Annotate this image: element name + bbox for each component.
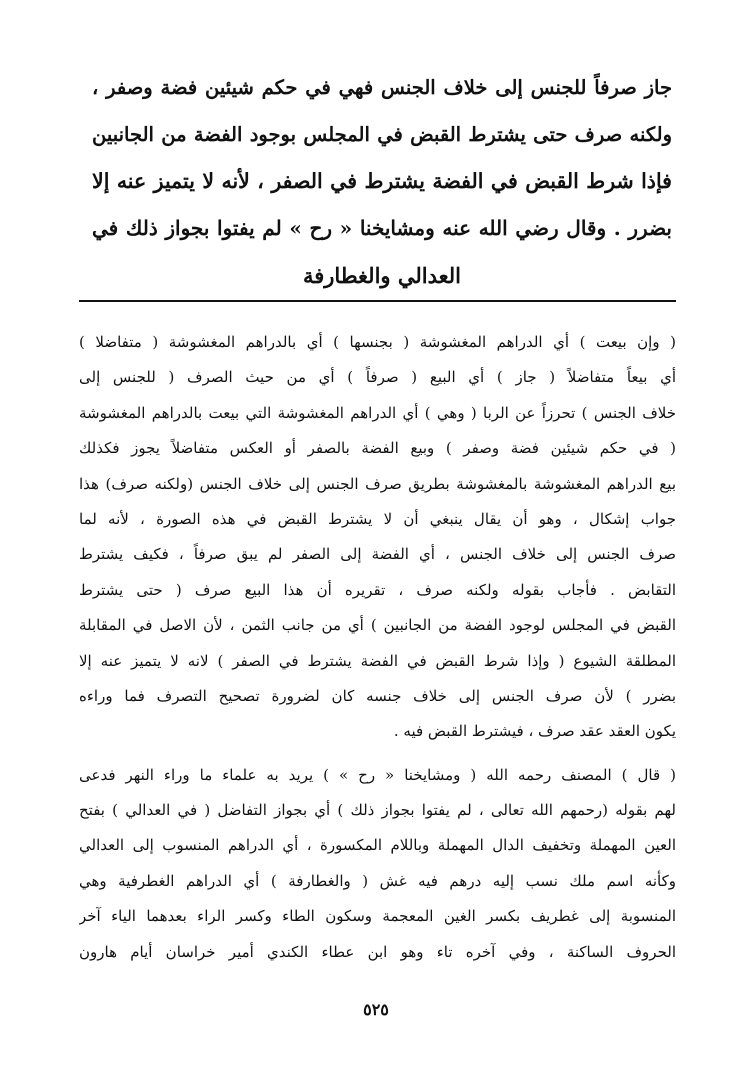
commentary-line: بضرر ) لأن صرف الجنس إلى خلاف جنسه كان لضرورة تصحيح التصرف فما وراءه	[79, 686, 676, 705]
commentary-line: المطلقة الشيوع ( وإذا شرط القبض في الفضة يشترط في الصفر ) لانه لا يتميز عنه إلا	[79, 651, 676, 670]
separator-rule	[79, 300, 676, 302]
commentary-line: بيع الدراهم المغشوشة بالمغشوشة بطريق صرف الجنس إلى خلاف الجنس (ولكنه صرف) هذا	[79, 474, 676, 493]
commentary-line: يكون العقد عقد صرف ، فيشترط القبض فيه .	[393, 722, 676, 741]
commentary-line: الحروف الساكنة ، وفي آخره تاء وهو ابن عطاء الكندي أمير خراسان أيام هارون	[79, 942, 676, 961]
matn-line: بضرر . وقال رضي الله عنه ومشايخنا « رح » لم يفتوا بجواز ذلك في	[92, 216, 672, 240]
commentary-line: العين المهملة وتخفيف الدال المهملة وباللام المكسورة ، أي الدراهم المنسوب إلى العدالي	[79, 836, 676, 855]
matn-line: جاز صرفاً للجنس إلى خلاف الجنس فهي في حكم شيئين فضة وصفر ،	[92, 76, 672, 99]
commentary-line: ( في حكم شيئين فضة وصفر ) وبيع الفضة بالصفر أو العكس متفاضلاً يجوز فكذلك	[79, 439, 676, 458]
page-number: ٥٢٥	[363, 1000, 389, 1019]
commentary-line: جواب إشكال ، وهو أن يقال ينبغي أن لا يشترط القبض في هذه الصورة ، لأنه لما	[79, 509, 676, 528]
commentary-line: المنسوبة إلى غطريف بكسر الغين المعجمة وسكون الطاء وكسر الراء بعدهما الياء آخر	[79, 907, 676, 926]
matn-text	[92, 64, 672, 299]
commentary-line: وكأنه اسم ملك نسب إليه درهم فيه غش ( والغطارفة ) أي الدراهم الغطرفية وهي	[79, 871, 676, 890]
commentary-line: خلاف الجنس ) تحرزاً عن الربا ( وهي ) أي الدراهم المغشوشة التي بيعت بالدراهم المغشوشة	[79, 403, 676, 422]
paragraph-gap	[79, 750, 676, 758]
commentary-line: ( وإن بيعت ) أي الدراهم المغشوشة ( بجنسها ) أي بالدراهم المغشوشة ( متفاضلا )	[79, 333, 676, 351]
commentary-paragraph	[79, 758, 676, 970]
commentary-line: ( قال ) المصنف رحمه الله ( ومشايخنا « رح » ) يريد به علماء ما وراء النهر فدعى	[79, 765, 676, 784]
commentary-paragraph	[79, 325, 676, 750]
commentary-text	[79, 325, 676, 970]
commentary-line: أي بيعاً متفاضلاً ( جاز ) أي البيع ( صرفاً ) أي من حيث الصرف ( للجنس إلى	[79, 368, 676, 387]
matn-line: فإذا شرط القبض في الفضة يشترط في الصفر ، لأنه لا يتميز عنه إلا	[92, 169, 672, 193]
commentary-line: صرف الجنس إلى خلاف الجنس ، أي الفضة إلى الصفر لم يبق صرفاً ، فكيف يشترط	[79, 545, 676, 564]
commentary-line: لهم بقوله (رحمهم الله تعالى ، لم يفتوا بجواز ذلك ) أي بجواز التفاضل ( في العدالي ) بفتح	[79, 801, 676, 820]
commentary-line: القبض في المجلس لوجود الفضة من الجانبين ) أي من جانب الثمن ، لأن الاصل في المقابلة	[79, 616, 676, 635]
matn-line: العدالي والغطارفة	[302, 263, 461, 288]
matn-line: ولكنه صرف حتى يشترط القبض في المجلس بوجود الفضة من الجانبين	[92, 123, 672, 146]
commentary-line: التقابض . فأجاب بقوله ولكنه صرف ، تقريره أن هذا البيع صرف ( حتى يشترط	[79, 580, 676, 599]
